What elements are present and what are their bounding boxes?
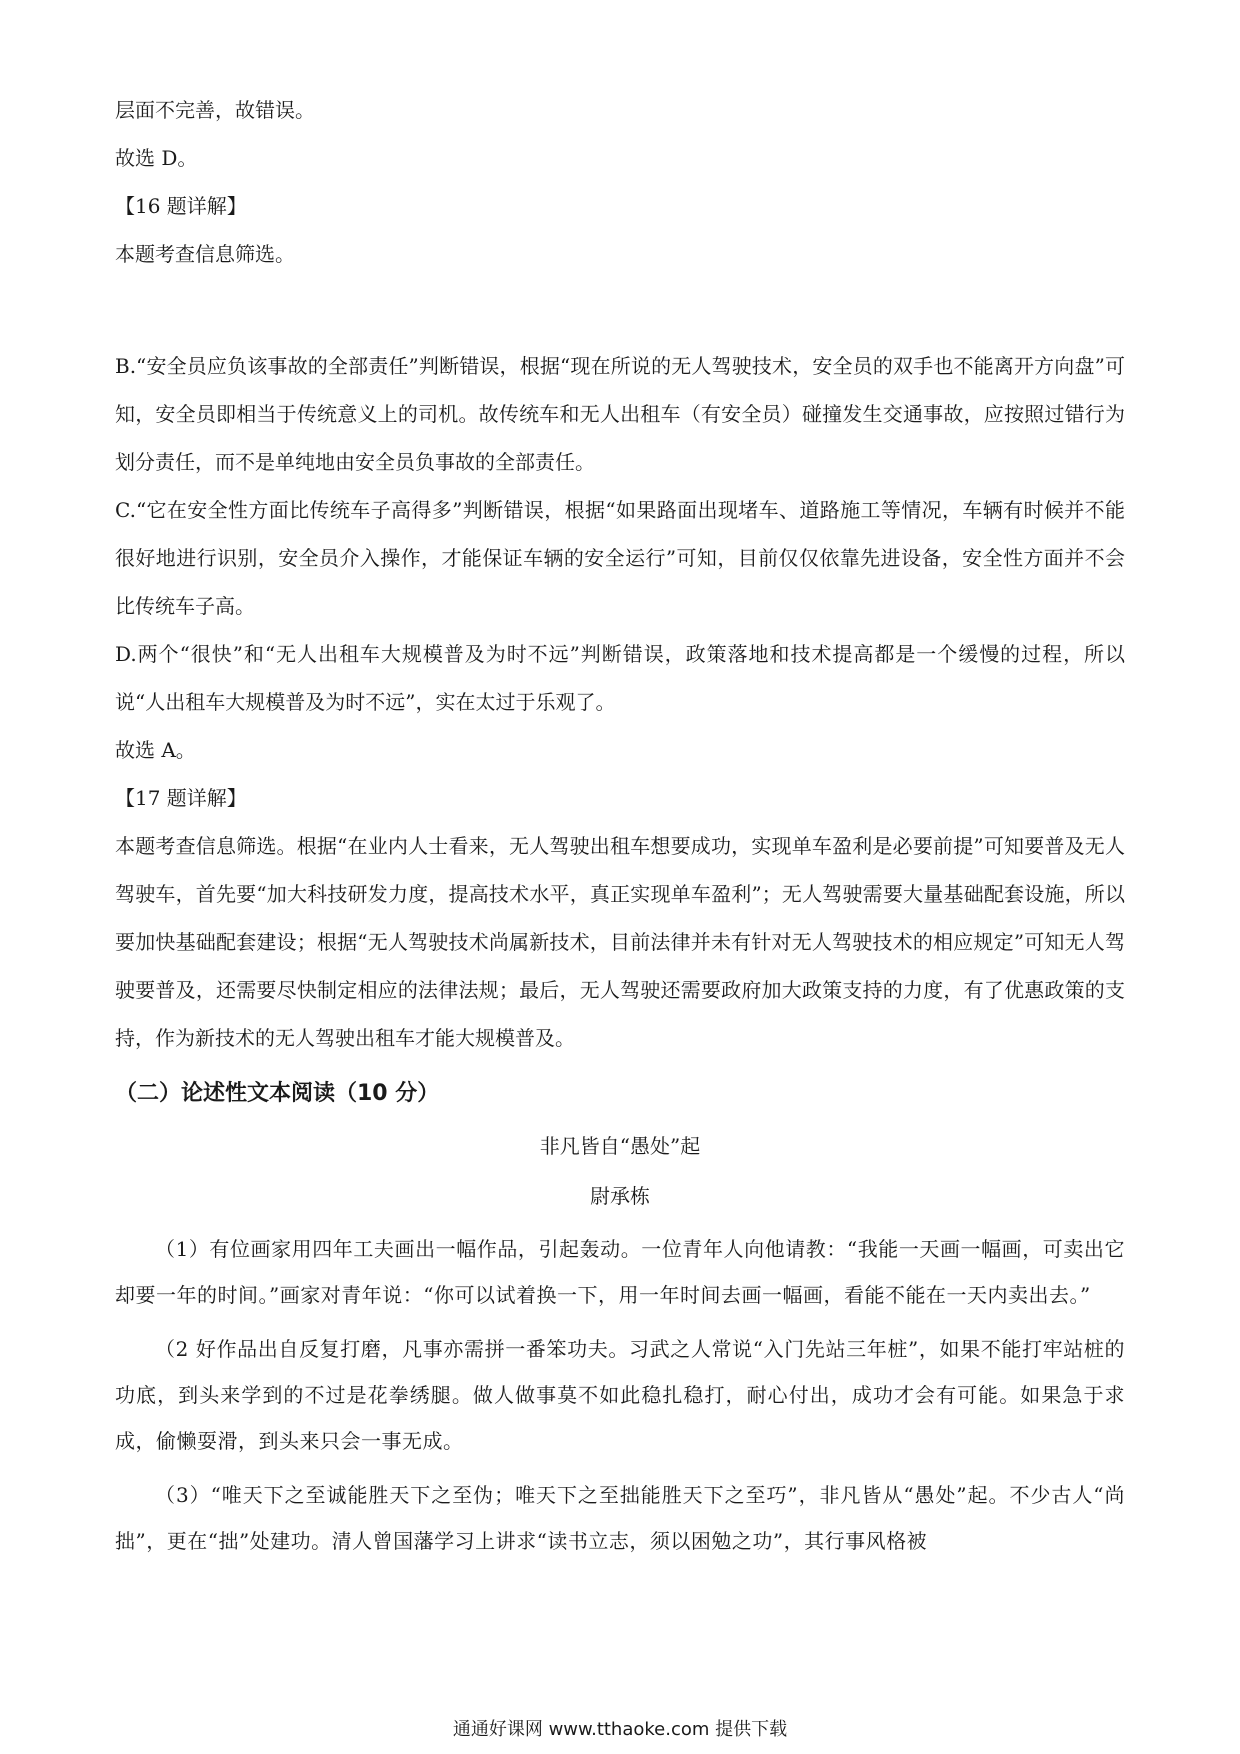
text-line: 层面不完善，故错误。 (115, 98, 315, 122)
section-two (115, 1076, 1125, 1564)
answer-line: 故选 A。 (115, 738, 196, 762)
article-paragraph: （2 好作品出自反复打磨，凡事亦需拼一番笨功夫。习武之人常说“入门先站三年桩”，如果不能打牢站桩的功底，到头来学到的不过是花拳绣腿。做人做事莫不如此稳扎稳打，耐心付出，成功才会有可能。如果急于求成，偷懒耍滑，到头来只会一事无成。 (115, 1337, 1125, 1453)
section-heading: （二）论述性文本阅读（10 分） (115, 1081, 440, 1106)
question-16-intro: 本题考查信息筛选。 (115, 242, 295, 266)
article-author: 尉承栋 (590, 1184, 650, 1208)
option-b-analysis: B.“安全员应负该事故的全部责任”判断错误，根据“现在所说的无人驾驶技术，安全员的双手也不能离开方向盘”可知，安全员即相当于传统意义上的司机。故传统车和无人出租车（有安全员）碰撞发生交通事故，应按照过错行为划分责任，而不是单纯地由安全员负事故的全部责任。 (115, 354, 1125, 474)
option-d-analysis: D.两个“很快”和“无人出租车大规模普及为时不远”判断错误，政策落地和技术提高都是一个缓慢的过程，所以说“人出租车大规模普及为时不远”，实在太过于乐观了。 (115, 642, 1125, 714)
question-17-heading: 【17 题详解】 (115, 786, 247, 810)
article-paragraph: （3）“唯天下之至诚能胜天下之至伪；唯天下之至拙能胜天下之至巧”，非凡皆从“愚处”起。不少古人“尚拙”，更在“拙”处建功。清人曾国藩学习上讲求“读书立志，须以困勉之功”，其行事风格被 (115, 1483, 1125, 1553)
question-16-heading: 【16 题详解】 (115, 194, 247, 218)
option-c-analysis: C.“它在安全性方面比传统车子高得多”判断错误，根据“如果路面出现堵车、道路施工等情况，车辆有时候并不能很好地进行识别，安全员介入操作，才能保证车辆的安全运行”可知，目前仅仅依靠先进设备，安全性方面并不会比传统车子高。 (115, 498, 1125, 618)
question-16-analysis (115, 342, 1125, 1062)
answer-line: 故选 D。 (115, 146, 198, 170)
question-17-body: 本题考查信息筛选。根据“在业内人士看来，无人驾驶出租车想要成功，实现单车盈利是必要前提”可知要普及无人驾驶车，首先要“加大科技研发力度，提高技术水平，真正实现单车盈利”；无人驾驶需要大量基础配套设施，所以要加快基础配套建设；根据“无人驾驶技术尚属新技术，目前法律并未有针对无人驾驶技术的相应规定”可知无人驾驶要普及，还需要尽快制定相应的法律法规；最后，无人驾驶还需要政府加大政策支持的力度，有了优惠政策的支持，作为新技术的无人驾驶出租车才能大规模普及。 (115, 834, 1125, 1050)
article-title: 非凡皆自“愚处”起 (539, 1134, 701, 1158)
top-section (115, 86, 1125, 278)
article-paragraph: （1）有位画家用四年工夫画出一幅作品，引起轰动。一位青年人向他请教：“我能一天画一幅画，可卖出它却要一年的时间。”画家对青年说：“你可以试着换一下，用一年时间去画一幅画，看能不能在一天内卖出去。” (115, 1237, 1125, 1307)
page-footer: 通通好课网 www.tthaoke.com 提供下载 (452, 1719, 788, 1740)
